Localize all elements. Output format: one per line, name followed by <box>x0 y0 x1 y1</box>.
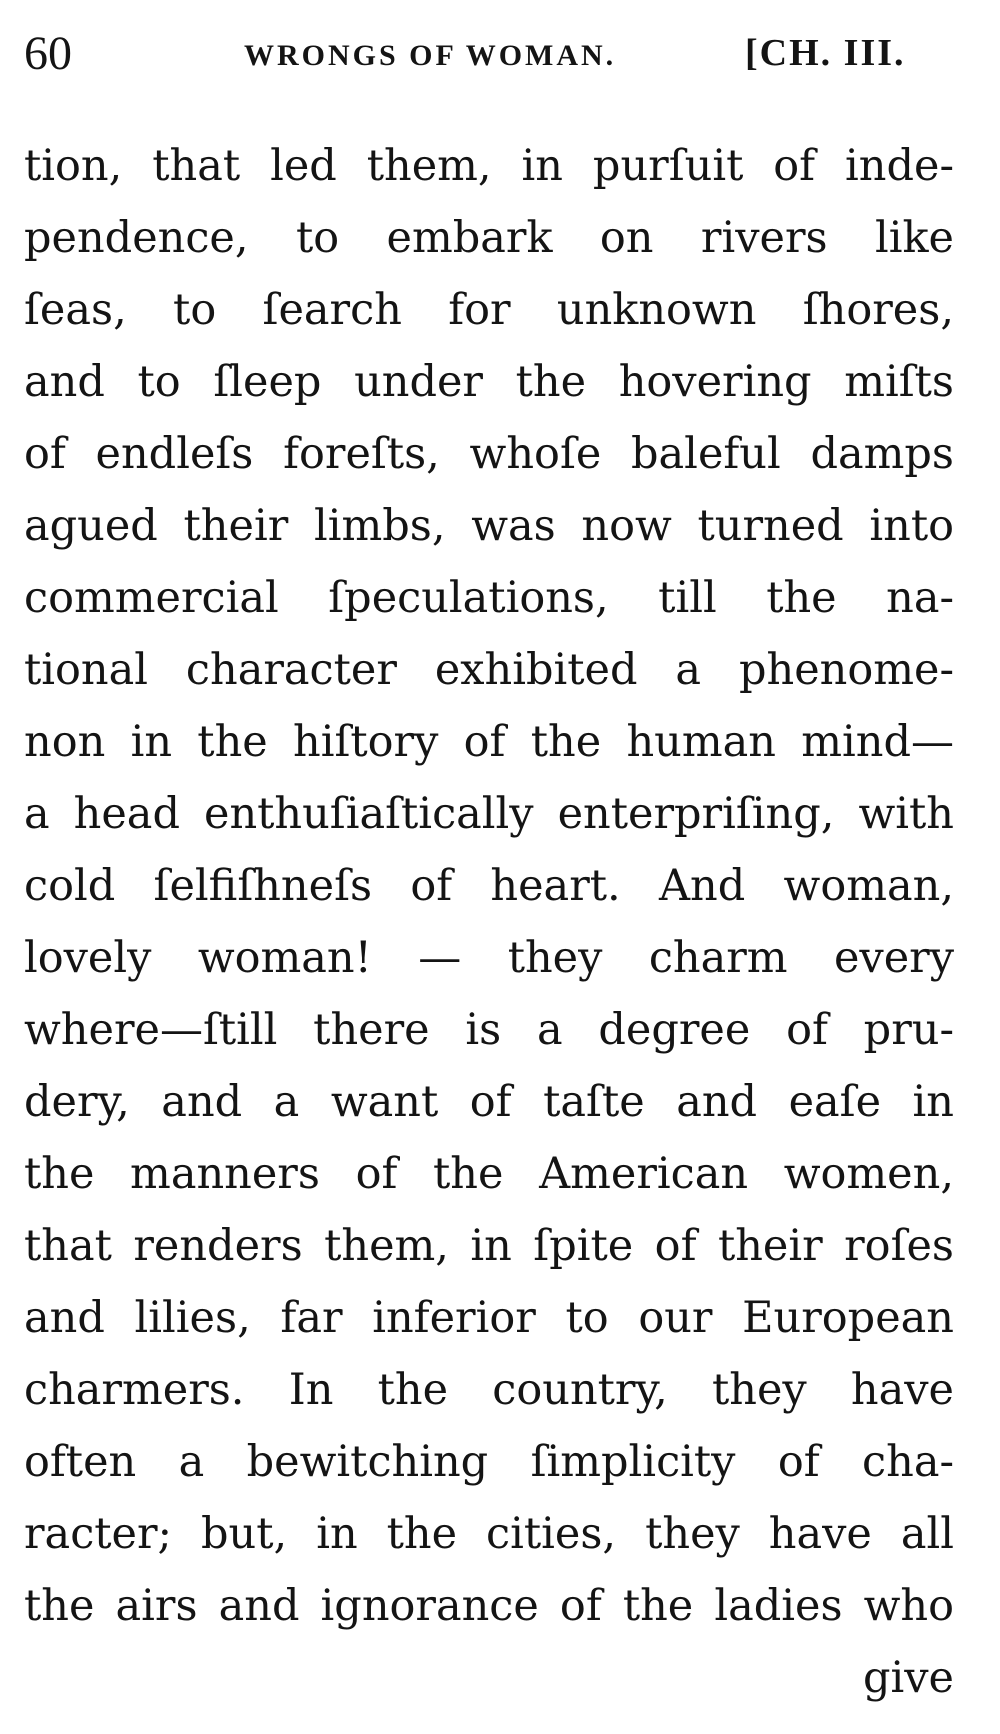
text-line: commercial ſpeculations, till the na- <box>24 573 954 623</box>
text-line: often a bewitching ſimplicity of cha- <box>24 1437 954 1487</box>
catchword: give <box>862 1653 954 1703</box>
text-line: of endleſs foreſts, whoſe baleful damps <box>24 429 954 479</box>
text-line: charmers. In the country, they have <box>24 1365 954 1415</box>
text-line: non in the hiſtory of the human mind— <box>24 717 954 767</box>
text-line: and to ſleep under the hovering miſts <box>24 357 954 407</box>
text-line: where—ſtill there is a degree of pru- <box>24 1005 954 1055</box>
text-line: cold ſelfiſhneſs of heart. And woman, <box>24 861 954 911</box>
text-line: the manners of the American women, <box>24 1149 954 1199</box>
text-line: ſeas, to ſearch for unknown ſhores, <box>24 285 954 335</box>
text-line: dery, and a want of taſte and eaſe in <box>24 1077 954 1127</box>
text-line: tion, that led them, in purſuit of inde- <box>24 141 954 191</box>
text-line: racter; but, in the cities, they have all <box>24 1509 954 1559</box>
text-line: agued their limbs, was now turned into <box>24 501 954 551</box>
chapter-reference: [CH. III. <box>745 32 906 74</box>
text-line: a head enthuſiaſtically enterpriſing, with <box>24 789 954 839</box>
page-number: 60 <box>24 27 72 80</box>
text-line: lovely woman! — they charm every <box>24 933 954 983</box>
text-line: pendence, to embark on rivers like <box>24 213 954 263</box>
page-header <box>0 14 1000 84</box>
running-title: WRONGS OF WOMAN. <box>244 39 617 72</box>
text-line: the airs and ignorance of the ladies who <box>24 1581 954 1631</box>
text-line: that renders them, in ſpite of their roſes <box>24 1221 954 1271</box>
text-line: tional character exhibited a phenome- <box>24 645 954 695</box>
body-text <box>24 130 954 1714</box>
text-line: and lilies, far inferior to our European <box>24 1293 954 1343</box>
